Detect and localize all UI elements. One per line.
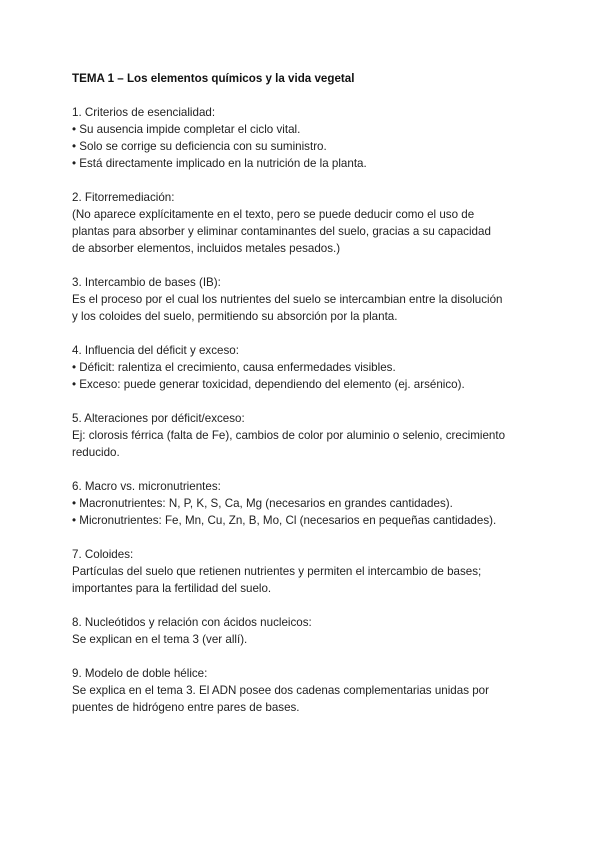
section-heading: 1. Criterios de esencialidad: xyxy=(72,106,216,119)
section-5-alteraciones xyxy=(72,410,542,461)
section-line: • Su ausencia impide completar el ciclo vital. xyxy=(72,123,301,136)
section-line: Se explican en el tema 3 (ver allí). xyxy=(72,633,248,646)
document-page xyxy=(72,70,542,733)
section-line: plantas para absorber y eliminar contaminantes del suelo, gracias a su capacidad xyxy=(72,225,491,238)
section-heading: 5. Alteraciones por déficit/exceso: xyxy=(72,412,245,425)
section-line: • Macronutrientes: N, P, K, S, Ca, Mg (necesarios en grandes cantidades). xyxy=(72,497,453,510)
section-heading: 6. Macro vs. micronutrientes: xyxy=(72,480,221,493)
section-line: y los coloides del suelo, permitiendo su absorción por la planta. xyxy=(72,310,398,323)
section-line: reducido. xyxy=(72,446,120,459)
section-line: • Solo se corrige su deficiencia con su suministro. xyxy=(72,140,327,153)
document-title: TEMA 1 – Los elementos químicos y la vida vegetal xyxy=(72,72,355,85)
section-line: puentes de hidrógeno entre pares de bases. xyxy=(72,701,300,714)
section-line: importantes para la fertilidad del suelo. xyxy=(72,582,272,595)
section-line: • Está directamente implicado en la nutrición de la planta. xyxy=(72,157,367,170)
section-heading: 2. Fitorremediación: xyxy=(72,191,175,204)
section-8-nucleotidos xyxy=(72,614,542,648)
section-heading: 3. Intercambio de bases (IB): xyxy=(72,276,221,289)
section-line: Se explica en el tema 3. El ADN posee dos cadenas complementarias unidas por xyxy=(72,684,489,697)
section-7-coloides xyxy=(72,546,542,597)
section-6-macro-micro xyxy=(72,478,542,529)
section-heading: 9. Modelo de doble hélice: xyxy=(72,667,208,680)
section-3-intercambio-bases xyxy=(72,274,542,325)
section-2-fitorremediacion xyxy=(72,189,542,257)
section-line: • Exceso: puede generar toxicidad, dependiendo del elemento (ej. arsénico). xyxy=(72,378,465,391)
section-line: Es el proceso por el cual los nutrientes del suelo se intercambian entre la disolución xyxy=(72,293,503,306)
section-line: • Déficit: ralentiza el crecimiento, causa enfermedades visibles. xyxy=(72,361,396,374)
section-line: (No aparece explícitamente en el texto, pero se puede deducir como el uso de xyxy=(72,208,475,221)
section-line: Ej: clorosis férrica (falta de Fe), cambios de color por aluminio o selenio, crecimiento xyxy=(72,429,506,442)
section-heading: 8. Nucleótidos y relación con ácidos nucleicos: xyxy=(72,616,312,629)
section-line: • Micronutrientes: Fe, Mn, Cu, Zn, B, Mo, Cl (necesarios en pequeñas cantidades). xyxy=(72,514,497,527)
section-heading: 4. Influencia del déficit y exceso: xyxy=(72,344,239,357)
section-1-criterios xyxy=(72,104,542,172)
section-line: de absorber elementos, incluidos metales pesados.) xyxy=(72,242,341,255)
section-4-deficit-exceso xyxy=(72,342,542,393)
section-heading: 7. Coloides: xyxy=(72,548,134,561)
section-line: Partículas del suelo que retienen nutrientes y permiten el intercambio de bases; xyxy=(72,565,482,578)
section-9-doble-helice xyxy=(72,665,542,716)
